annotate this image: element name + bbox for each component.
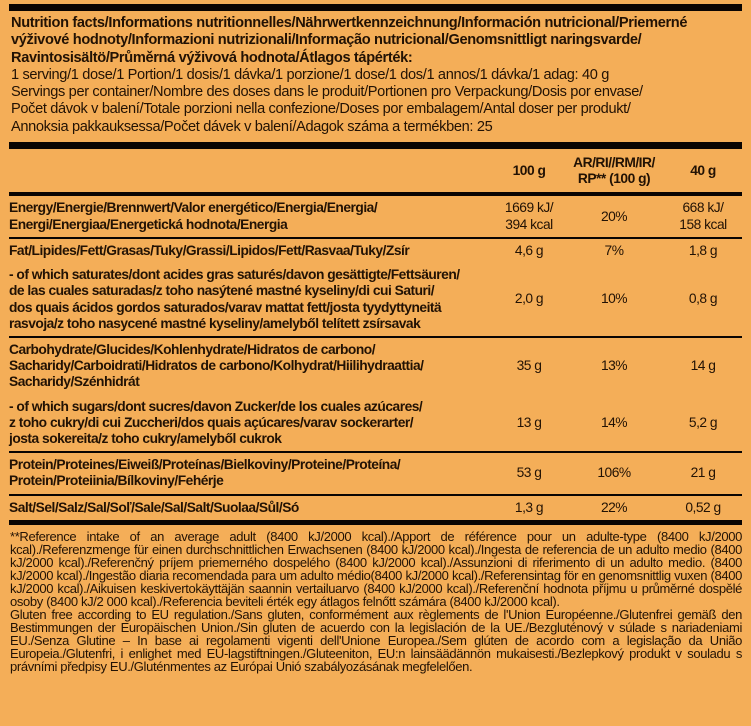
value-line: 0,8 g xyxy=(688,291,718,307)
nutrient-label-line: - of which sugars/dont sucres/davon Zucker/de los cuales azúcares/ xyxy=(9,398,423,414)
gluten-free-statement: Gluten free according to EU regulation./Sans gluten, conformément aux règlements de l'Union Européenne./Glutenfrei gemäß den Bestimmungen der Europäischen Union./Sin gluten de acuerdo con la legislación de la UE./Bezgluténový v súlade s nariadeniami EU./Senza Glutine – In base ai regolamenti vigenti dell'Unione Europea./Sem glúten de acordo com a legislação da União Europeia./Glutenfri, i enlighet med EU-lagstiftningen./Gluteeniton, EU:n lainsäädännön mukaisesti./Bezlepkový produkt v souladu s právními předpisy EU./Gluténmentes az Európai Unió szabályozásának megfelelően. xyxy=(10,606,742,674)
value-line: 1,8 g xyxy=(688,242,718,258)
nutrient-label-line: Carbohydrate/Glucides/Kohlenhydrate/Hidratos de carbono/ xyxy=(9,341,376,357)
nutrition-title-line: Ravintosisältö/Průměrná výživová hodnota/Átlagos tápérték: xyxy=(11,49,413,66)
intro-section xyxy=(9,11,742,142)
value-reference-intake: 106% xyxy=(597,465,631,481)
value-per-100g xyxy=(494,500,564,516)
value-per-100g xyxy=(494,358,564,374)
top-divider-bar xyxy=(9,4,742,11)
nutrient-label-line: Sacharidy/Carboidrati/Hidratos de carbono/Kolhydrat/Hiilihydraattia/ xyxy=(9,358,424,374)
nutrient-label-line: Salt/Sel/Salz/Sal/Soľ/Sale/Sal/Salt/Suolaa/Sůl/Só xyxy=(9,499,299,515)
column-header-40g: 40 g xyxy=(690,163,716,179)
value-reference-intake: 13% xyxy=(600,358,628,374)
footnotes-section xyxy=(9,525,742,673)
nutrient-label-line: Protein/Proteiinia/Bílkoviny/Fehérje xyxy=(9,473,224,489)
value-reference-intake: 22% xyxy=(600,499,628,515)
value-per-40g xyxy=(664,291,742,307)
nutrient-label xyxy=(9,457,494,489)
nutrient-label-line: dos quais ácidos gordos saturados/varav mattat fett/josta tyydyttyneitä xyxy=(9,299,442,315)
servings-per-container-line: Servings per container/Nombre des doses dans le produit/Portionen pro Verpackung/Dosis por envase/ xyxy=(11,84,643,101)
value-line: 14 g xyxy=(690,358,716,374)
value-per-100g xyxy=(494,291,564,307)
intro-divider-bar xyxy=(9,142,742,149)
value-per-100g xyxy=(494,415,564,431)
value-per-40g xyxy=(664,243,742,259)
value-reference-intake: 10% xyxy=(600,291,628,307)
nutrient-label-line: - of which saturates/dont acides gras saturés/davon gesättigte/Fettsäuren/ xyxy=(9,267,460,283)
column-header-ri-line: RP** (100 g) xyxy=(577,171,651,187)
value-line: 35 g xyxy=(516,358,542,374)
nutrient-label xyxy=(9,243,494,259)
table-row-saturates xyxy=(9,263,742,336)
column-header-ri-line: AR/RI//RM/IR/ xyxy=(573,155,655,171)
nutrient-label-line: Energy/Energie/Brennwert/Valor energético/Energia/Energia/ xyxy=(9,200,378,216)
value-line: 0,52 g xyxy=(685,499,721,515)
nutrition-title-line: výživové hodnoty/Informazioni nutrizionali/Informação nutricional/Genomsnittligt naringsvarde/ xyxy=(11,32,642,49)
nutrient-label xyxy=(9,399,494,448)
table-row-energy xyxy=(9,196,742,236)
value-reference-intake: 14% xyxy=(600,414,628,430)
value-per-40g xyxy=(664,500,742,516)
nutrient-label xyxy=(9,267,494,332)
table-row-protein xyxy=(9,453,742,493)
value-line: 21 g xyxy=(690,465,716,481)
nutrient-label-line: z toho cukry/di cui Zuccheri/dos quais açúcares/varav sockerarter/ xyxy=(9,414,414,430)
value-line: 13 g xyxy=(516,414,542,430)
nutrient-label-line: Fat/Lipides/Fett/Grasas/Tuky/Grassi/Lipidos/Fett/Rasvaa/Tuky/Zsír xyxy=(9,242,410,258)
nutrient-label-line: Sacharidy/Szénhidrát xyxy=(9,374,140,390)
nutrient-label-line: Protein/Proteines/Eiweiß/Proteínas/Bielkoviny/Proteine/Proteína/ xyxy=(9,457,401,473)
nutrient-label-line: Energi/Energiaa/Energetická hodnota/Energia xyxy=(9,216,288,232)
column-header-100g: 100 g xyxy=(512,163,546,179)
nutrient-label xyxy=(9,342,494,391)
value-line: 158 kcal xyxy=(679,216,727,232)
servings-per-container-line: Annoksia pakkauksessa/Počet dávek v balení/Adagok száma a termékben: 25 xyxy=(11,118,493,135)
value-line: 4,6 g xyxy=(514,242,544,258)
table-row-fat xyxy=(9,239,742,263)
table-row-salt xyxy=(9,496,742,520)
value-reference-intake: 7% xyxy=(604,242,624,258)
servings-per-container-line: Počet dávok v balení/Totale porzioni nella confezione/Doses por embalagem/Antal doser per produkt/ xyxy=(11,101,631,118)
value-per-100g xyxy=(494,465,564,481)
nutrient-label-line: josta sokereita/z toho cukry/amelyből cukrok xyxy=(9,430,282,446)
column-header-reference-intake xyxy=(564,155,664,187)
value-line: 53 g xyxy=(516,465,542,481)
value-per-100g xyxy=(494,200,564,232)
nutrient-label-line: rasvoja/z toho nasycené mastné kyseliny/amelyből telített zsírsavak xyxy=(9,315,421,331)
reference-intake-footnote: **Reference intake of an average adult (8400 kJ/2000 kcal)./Apport de référence pour un adulte-type (8400 kJ/2000 kcal)./Referenzmenge für einen durchschnittlichen Erwachsenen (8400 kJ/2000 kcal)./Ingesta de referencia de un adulto medio (8400 kJ/2000 kcal)./Referenčný príjem priemerného dospelého (8400 kJ/2000 kcal)./Assunzioni di riferimento di un adulto medio. (8400 kJ/2000 kcal)./Ingestão diaria recomendada para um adulto médio(8400 kJ/2000 kcal)./Referensintag för en genomsnittlig vuxen (8400 kJ/2000 kcal)./Aikuisen keskivertokäyttäjän saannin vertailuarvo (8400 kJ/2000 kcal)./Referenční hodnota příjmu u průměrné dospělé osoby (8400 kJ/2 000 kcal)./Referencia beviteli érték egy átlagos felnőtt számára (8400 kJ/2000 kcal). xyxy=(10,528,742,609)
value-line: 1,3 g xyxy=(514,499,544,515)
table-row-sugars xyxy=(9,395,742,452)
value-line: 394 kcal xyxy=(505,216,553,232)
value-line: 2,0 g xyxy=(514,291,544,307)
table-row-carbohydrate xyxy=(9,338,742,395)
value-per-40g xyxy=(664,200,742,232)
value-per-40g xyxy=(664,415,742,431)
serving-size-line: 1 serving/1 dose/1 Portion/1 dosis/1 dávka/1 porzione/1 dose/1 dos/1 annos/1 dávka/1 adag: 40 g xyxy=(11,66,609,83)
value-line: 668 kJ/ xyxy=(682,200,724,216)
nutrition-title-line: Nutrition facts/Informations nutritionnelles/Nährwertkennzeichnung/Información nutricional/Priemerné xyxy=(11,15,688,31)
value-line: 5,2 g xyxy=(688,414,718,430)
value-line: 1669 kJ/ xyxy=(504,200,554,216)
table-header-row xyxy=(9,149,742,192)
nutrient-label xyxy=(9,500,494,516)
value-reference-intake: 20% xyxy=(600,208,628,224)
value-per-100g xyxy=(494,243,564,259)
value-per-40g xyxy=(664,358,742,374)
nutrient-label-line: de las cuales saturadas/z toho nasýtené mastné kyseliny/di cui Saturi/ xyxy=(9,283,435,299)
nutrient-label xyxy=(9,200,494,232)
value-per-40g xyxy=(664,465,742,481)
